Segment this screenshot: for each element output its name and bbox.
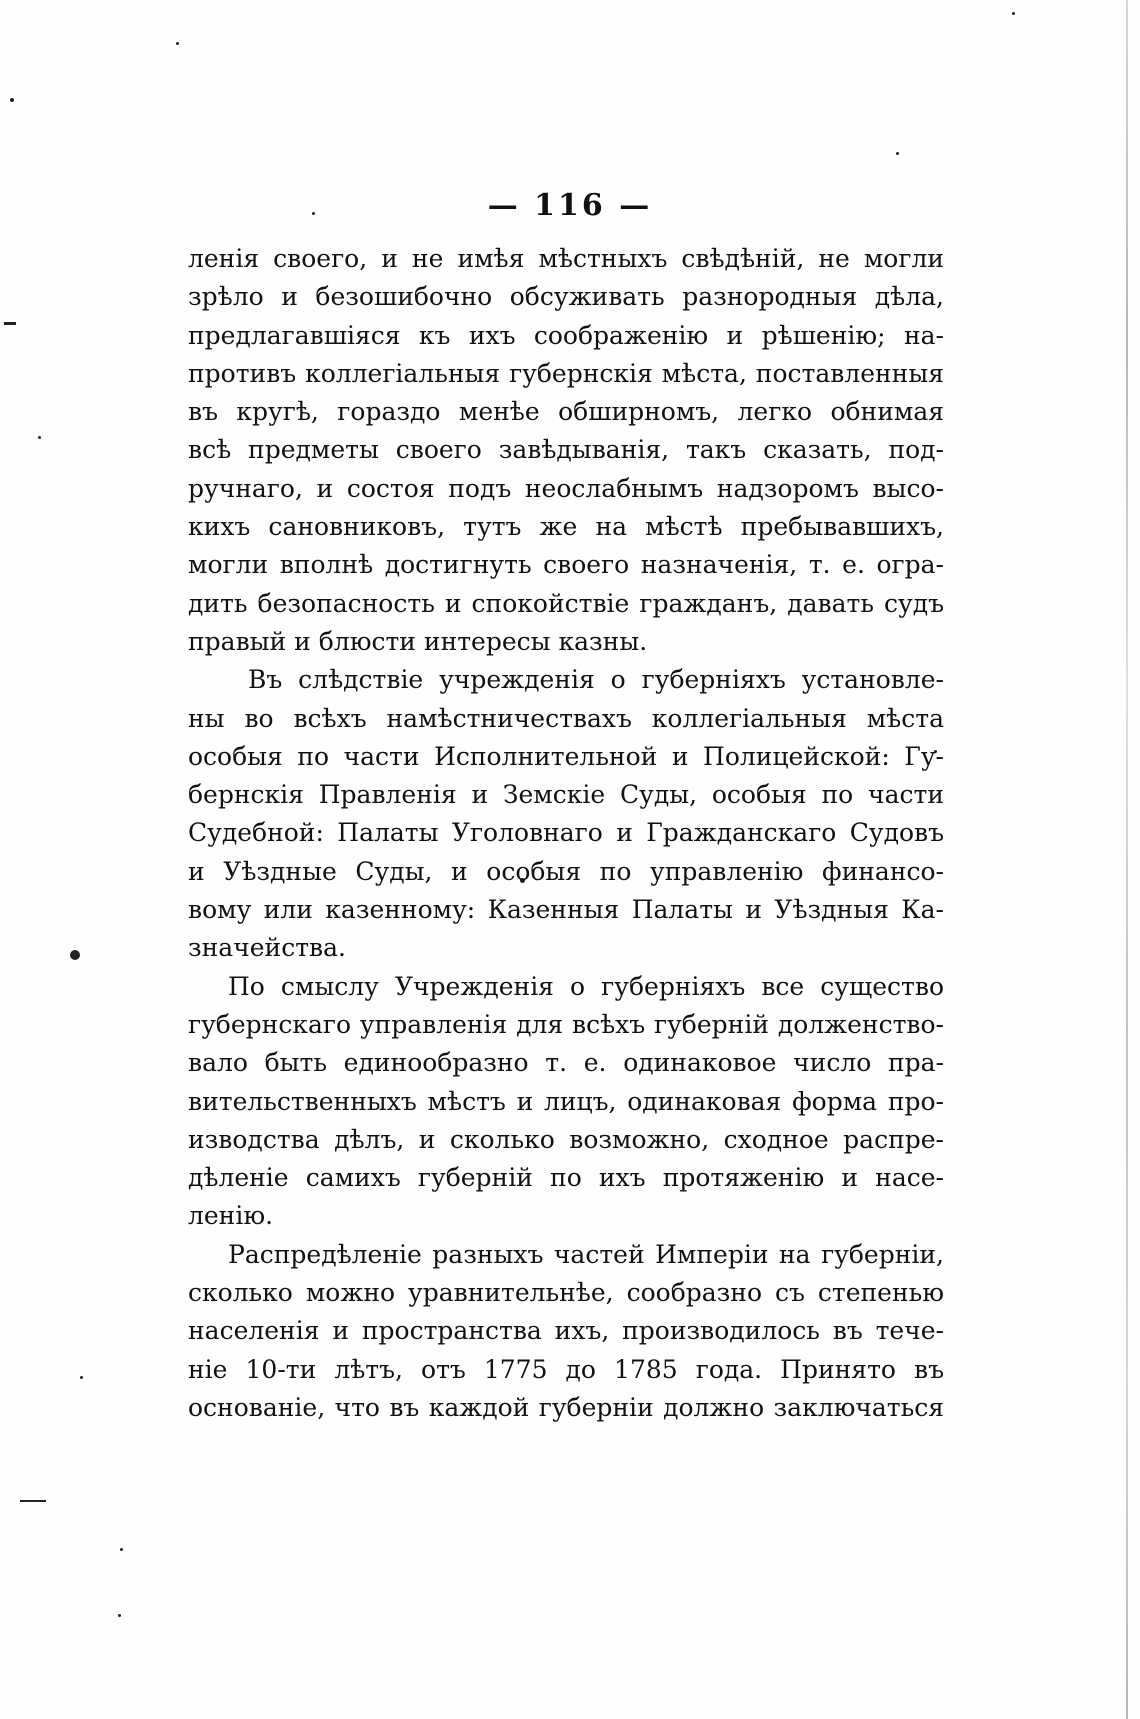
text-line: предлагавшіяся къ ихъ соображенію и рѣшенію; на- xyxy=(188,320,944,350)
text-line: вало быть единообразно т. е. одинаковое число пра- xyxy=(188,1048,944,1078)
text-line: изводства дѣлъ, и сколько возможно, сходное распре- xyxy=(188,1124,944,1154)
text-line: ніе 10-ти лѣтъ, отъ 1775 до 1785 года. Принято въ xyxy=(188,1354,944,1384)
scan-speck xyxy=(1012,12,1015,15)
text-line: Въ слѣдствіе учрежденія о губерніяхъ установле- xyxy=(248,665,944,695)
scan-speck xyxy=(896,152,899,155)
text-line: всѣ предметы своего завѣдыванія, такъ сказать, под- xyxy=(188,435,944,465)
paragraph-1 xyxy=(188,240,944,661)
scan-speck xyxy=(10,98,14,102)
text-line: населенія и пространства ихъ, производилось въ тече- xyxy=(188,1316,944,1346)
paragraph-4 xyxy=(188,1236,944,1427)
scan-speck xyxy=(118,1614,121,1617)
scan-speck xyxy=(70,950,80,960)
text-line: кихъ сановниковъ, тутъ же на мѣстѣ пребывавшихъ, xyxy=(188,512,944,542)
scan-speck xyxy=(20,1500,46,1502)
text-line: ручнаго, и состоя подъ неослабнымъ надзоромъ высо- xyxy=(188,473,944,503)
scan-speck xyxy=(4,322,16,325)
text-line: вительственныхъ мѣстъ и лицъ, одинаковая форма про- xyxy=(188,1086,944,1116)
text-line: Распредѣленіе разныхъ частей Имперіи на губерніи, xyxy=(228,1239,944,1269)
text-line: могли вполнѣ достигнуть своего назначенія, т. е. огра- xyxy=(188,550,944,580)
paragraph-3 xyxy=(188,968,944,1236)
page-number: — 116 — xyxy=(487,188,653,223)
scan-speck xyxy=(120,1548,123,1551)
text-line: ны во всѣхъ намѣстничествахъ коллегіальныя мѣста xyxy=(188,703,944,733)
scan-speck xyxy=(80,1376,83,1379)
text-line: и Уѣздные Суды, и особыя по управленію финансо- xyxy=(188,856,944,886)
text-line: губернскаго управленія для всѣхъ губерній долженство- xyxy=(188,1009,944,1039)
text-line: вому или казенному: Казенныя Палаты и Уѣздныя Ка- xyxy=(188,895,944,925)
text-line: значейства. xyxy=(188,933,346,963)
scan-speck xyxy=(38,436,41,439)
paragraph-2 xyxy=(188,661,944,967)
text-line: основаніе, что въ каждой губерніи должно заключаться xyxy=(188,1392,944,1422)
text-line: дѣленіе самихъ губерній по ихъ протяженію и насе- xyxy=(188,1163,944,1193)
text-line: противъ коллегіальныя губернскія мѣста, поставленныя xyxy=(188,358,944,388)
text-line: сколько можно уравнительнѣе, сообразно съ степенью xyxy=(188,1278,944,1308)
text-line: бернскія Правленія и Земскіе Суды, особыя по части xyxy=(188,780,944,810)
text-line: зрѣло и безошибочно обсуживать разнородныя дѣла, xyxy=(188,282,944,312)
body-text xyxy=(188,240,944,1427)
text-line: ленія своего, и не имѣя мѣстныхъ свѣдѣній, не могли xyxy=(188,244,944,273)
text-line: въ кругѣ, гораздо менѣе обширномъ, легко обнимая xyxy=(188,397,944,427)
text-line: По смыслу Учрежденія о губерніяхъ все существо xyxy=(228,971,944,1001)
text-line: ленію. xyxy=(188,1201,274,1231)
text-line: дить безопасность и спокойствіе гражданъ, давать судъ xyxy=(188,588,944,618)
text-line: особыя по части Исполнительной и Полицейской: Гу- xyxy=(188,741,944,771)
text-line: правый и блюсти интересы казны. xyxy=(188,626,648,656)
scan-speck xyxy=(176,42,179,45)
text-line: Судебной: Палаты Уголовнаго и Гражданскаго Судовъ xyxy=(188,818,944,848)
scan-edge-line xyxy=(1126,0,1128,1719)
